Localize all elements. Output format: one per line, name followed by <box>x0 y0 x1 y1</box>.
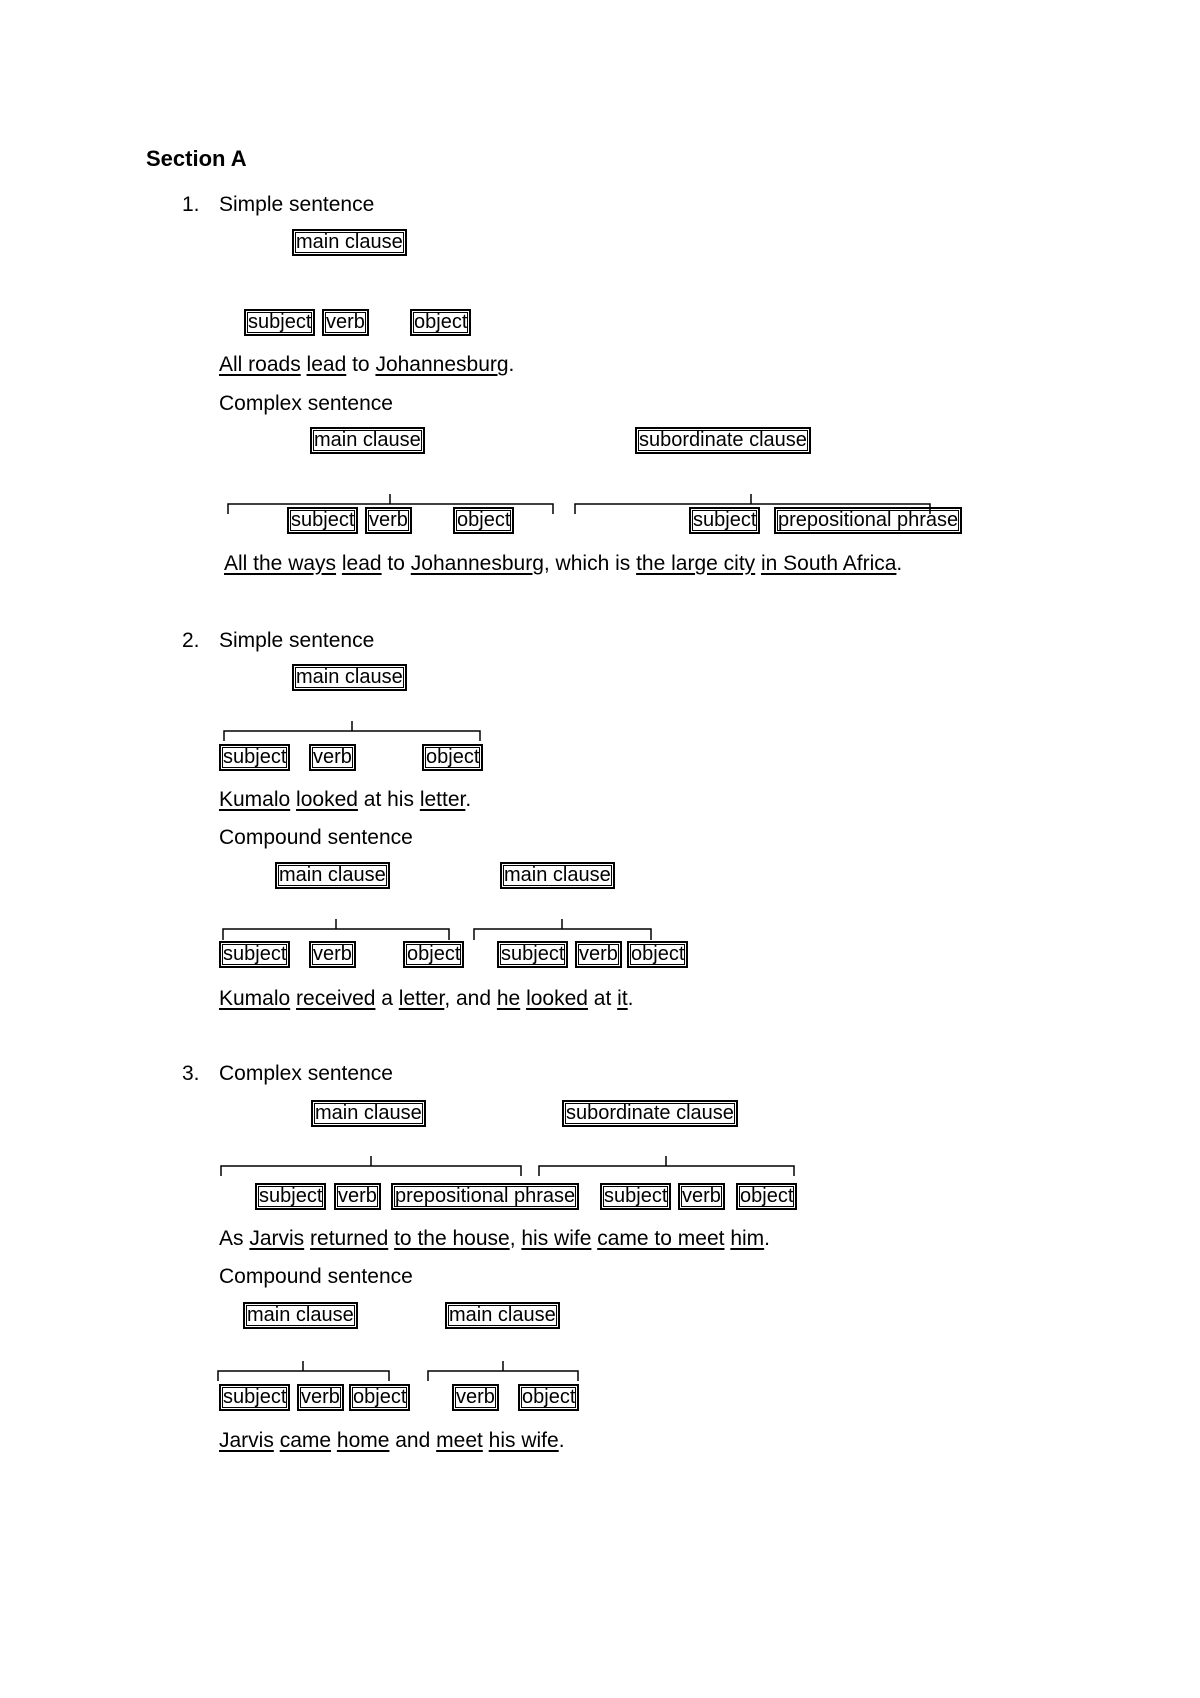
heading: Simple sentence <box>219 629 375 652</box>
sentence-text: to <box>381 552 411 575</box>
item-number: 3. <box>182 1062 200 1085</box>
underlined-phrase: the large city <box>636 552 756 575</box>
verb-label: verb <box>309 941 356 968</box>
underlined-phrase: Jarvis <box>249 1227 305 1250</box>
subject-label: subject <box>255 1183 326 1210</box>
heading: Complex sentence <box>219 1062 393 1085</box>
object-label: object <box>627 941 688 968</box>
heading: Compound sentence <box>219 826 413 849</box>
sentence-text: at <box>587 987 618 1010</box>
underlined-phrase: Johannesburg <box>375 353 509 376</box>
verb-label: verb <box>322 309 369 336</box>
underlined-phrase: received <box>296 987 376 1010</box>
sentence-text: . <box>508 353 515 376</box>
sentence-text: , and <box>444 987 497 1010</box>
brace <box>228 494 553 514</box>
main-clause-label: main clause <box>292 664 407 691</box>
underlined-phrase: lead <box>306 353 347 376</box>
sentence-text: . <box>627 987 634 1010</box>
verb-label: verb <box>309 744 356 771</box>
sentence-text: . <box>764 1227 770 1250</box>
brace <box>221 1156 521 1176</box>
object-label: object <box>403 941 464 968</box>
subordinate-clause-label: subordinate clause <box>562 1100 738 1127</box>
sentence-text: at his <box>357 788 420 811</box>
heading: Complex sentence <box>219 392 393 415</box>
sentence-text: to <box>346 353 376 376</box>
underlined-phrase: letter <box>398 987 445 1010</box>
underlined-phrase: letter <box>419 788 466 811</box>
underlined-phrase: his wife <box>488 1429 559 1452</box>
underlined-phrase: All roads <box>219 353 301 376</box>
subject-label: subject <box>219 744 290 771</box>
sentence-text: , which is <box>543 552 637 575</box>
brace <box>218 1361 389 1381</box>
verb-label: verb <box>365 507 412 534</box>
heading: Compound sentence <box>219 1265 413 1288</box>
main-clause-label: main clause <box>500 862 615 889</box>
underlined-phrase: Johannesburg <box>410 552 544 575</box>
underlined-phrase: lead <box>341 552 382 575</box>
brace <box>223 919 449 940</box>
underlined-phrase: to the house <box>394 1227 510 1250</box>
sentence-text: and <box>389 1429 437 1452</box>
underlined-phrase: he <box>496 987 521 1010</box>
verb-label: verb <box>297 1384 344 1411</box>
sentence-text: . <box>465 788 472 811</box>
underlined-phrase: All the ways <box>224 552 337 575</box>
underlined-phrase: Kumalo <box>219 788 291 811</box>
object-label: object <box>422 744 483 771</box>
underlined-phrase: Kumalo <box>219 987 291 1010</box>
object-label: object <box>518 1384 579 1411</box>
prepositional-phrase-label: prepositional phrase <box>774 507 962 534</box>
sentence-text: As <box>219 1227 250 1250</box>
verb-label: verb <box>334 1183 381 1210</box>
verb-label: verb <box>575 941 622 968</box>
underlined-phrase: home <box>336 1429 390 1452</box>
underlined-phrase: it <box>617 987 628 1010</box>
underlined-phrase: returned <box>310 1227 389 1250</box>
underlined-phrase: meet <box>436 1429 483 1452</box>
underlined-phrase: Jarvis <box>219 1429 274 1452</box>
brace <box>575 494 930 514</box>
subject-label: subject <box>244 309 315 336</box>
brace <box>224 721 480 741</box>
verb-label: verb <box>678 1183 725 1210</box>
underlined-phrase: came to meet <box>597 1227 725 1250</box>
main-clause-label: main clause <box>292 229 407 256</box>
object-label: object <box>349 1384 410 1411</box>
object-label: object <box>736 1183 797 1210</box>
main-clause-label: main clause <box>275 862 390 889</box>
brace <box>474 919 651 940</box>
underlined-phrase: his wife <box>521 1227 592 1250</box>
item-number: 2. <box>182 629 200 652</box>
underlined-phrase: looked <box>296 788 358 811</box>
subordinate-clause-label: subordinate clause <box>635 427 811 454</box>
sentence-text: a <box>375 987 399 1010</box>
subject-label: subject <box>689 507 760 534</box>
subject-label: subject <box>600 1183 671 1210</box>
heading: Simple sentence <box>219 193 375 216</box>
main-clause-label: main clause <box>243 1302 358 1329</box>
brace <box>428 1361 578 1381</box>
verb-label: verb <box>452 1384 499 1411</box>
main-clause-label: main clause <box>310 427 425 454</box>
brace <box>539 1156 794 1176</box>
subject-label: subject <box>497 941 568 968</box>
item-number: 1. <box>182 193 200 216</box>
object-label: object <box>453 507 514 534</box>
subject-label: subject <box>219 1384 290 1411</box>
sentence-text: . <box>896 552 903 575</box>
subject-label: subject <box>287 507 358 534</box>
sentence-text: . <box>558 1429 565 1452</box>
underlined-phrase: came <box>279 1429 332 1452</box>
main-clause-label: main clause <box>445 1302 560 1329</box>
prepositional-phrase-label: prepositional phrase <box>391 1183 579 1210</box>
main-clause-label: main clause <box>311 1100 426 1127</box>
subject-label: subject <box>219 941 290 968</box>
underlined-phrase: him <box>730 1227 765 1250</box>
underlined-phrase: looked <box>526 987 588 1010</box>
sentence-text: , <box>509 1227 522 1250</box>
underlined-phrase: in South Africa <box>761 552 897 575</box>
object-label: object <box>410 309 471 336</box>
section-title: Section A <box>146 146 247 171</box>
